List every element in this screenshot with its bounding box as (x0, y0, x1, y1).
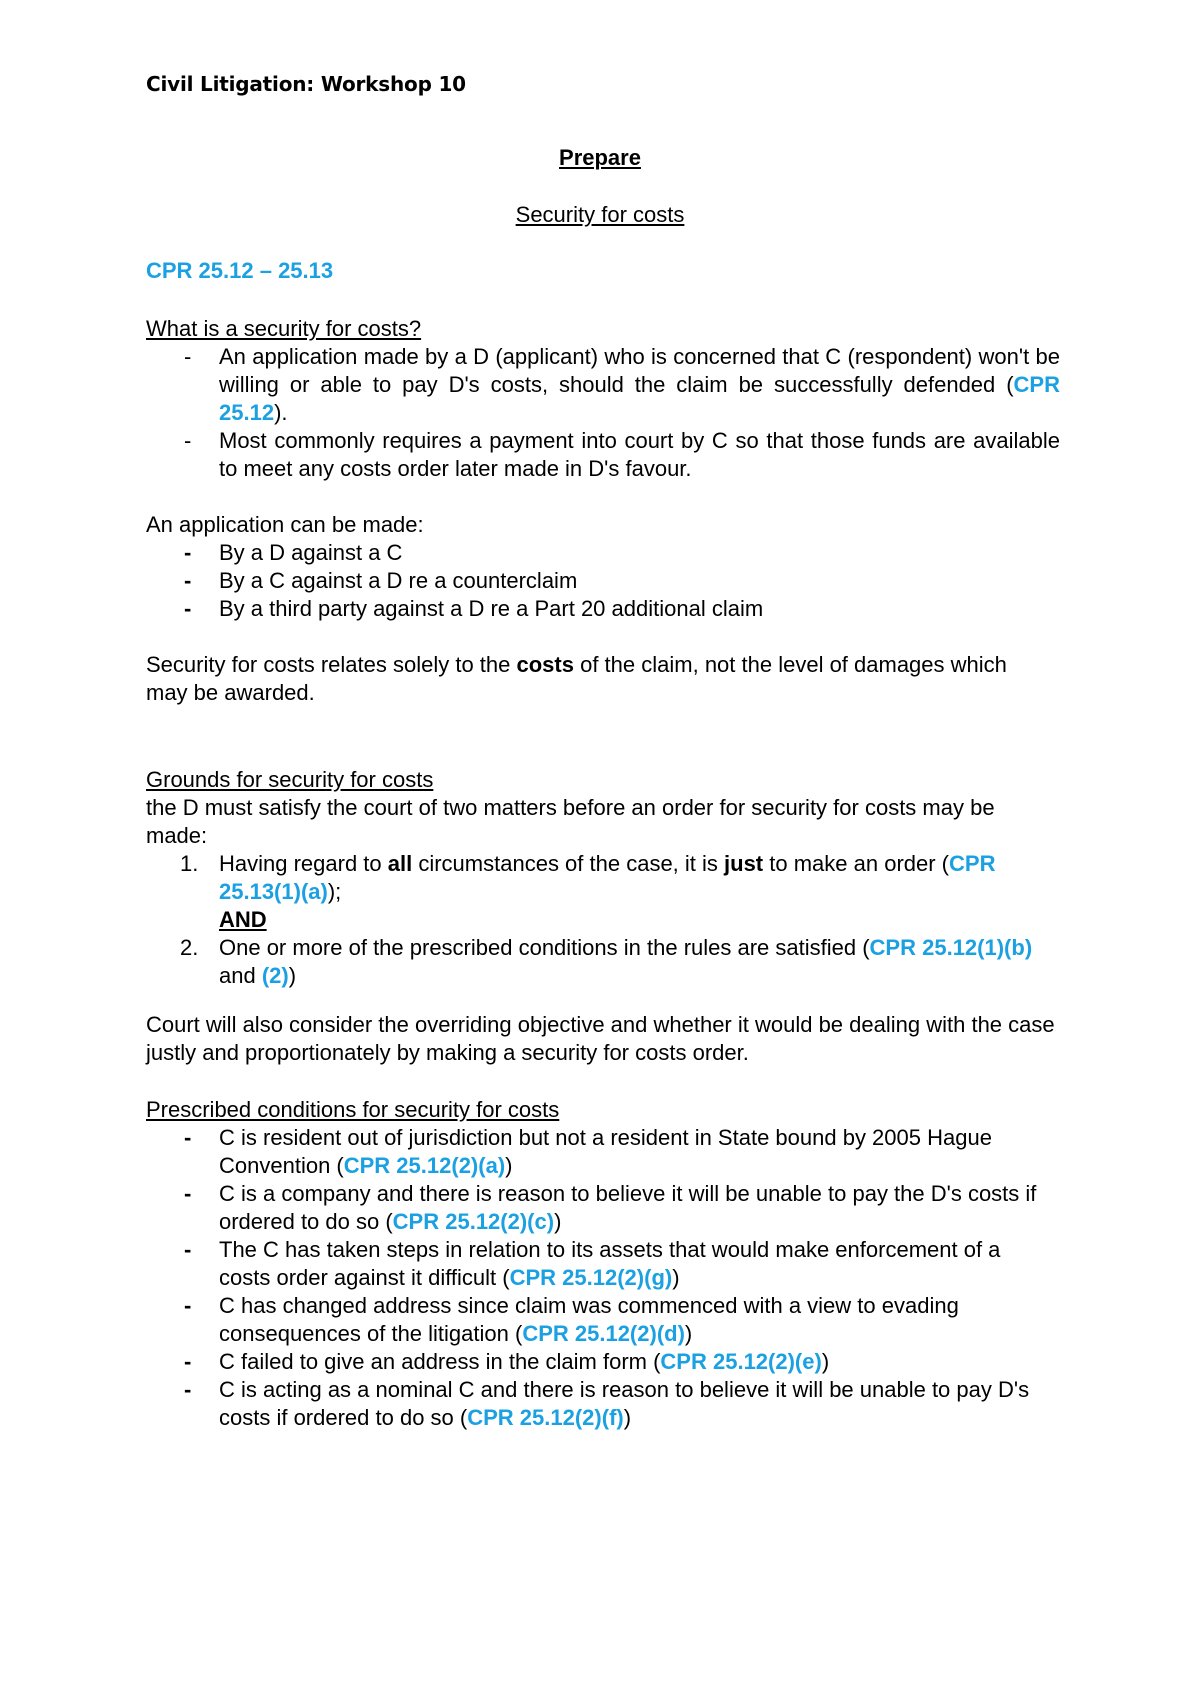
cpr-reference: CPR 25.12(2)(e) (660, 1349, 822, 1374)
number-marker: 2. (180, 935, 199, 960)
paragraph-text: Security for costs relates solely to the (146, 652, 517, 677)
conditions-list (146, 1124, 1046, 1432)
list-item (146, 1292, 1046, 1348)
item-text: One or more of the prescribed conditions in the rules are satisfied ( (219, 935, 870, 960)
costs-note-paragraph (146, 651, 1046, 707)
definition-list (146, 343, 1060, 483)
section-what-is-security (146, 315, 1060, 483)
item-text: Having regard to (219, 851, 388, 876)
list-item (146, 539, 1060, 567)
cpr-reference: CPR 25.12(2)(a) (343, 1153, 506, 1178)
item-text: By a third party against a D re a Part 20 additional claim (219, 596, 764, 621)
number-marker: 1. (180, 851, 199, 876)
cpr-reference-heading: CPR 25.12 – 25.13 (146, 258, 334, 283)
dash-marker: - (184, 1125, 192, 1150)
item-text: ) (684, 1321, 693, 1346)
item-text: ) (288, 963, 297, 988)
item-text: ) (623, 1405, 632, 1430)
heading-prepare: Prepare (559, 145, 641, 170)
dash-marker: - (184, 596, 192, 621)
item-text: and (219, 963, 262, 988)
section-title: Prescribed conditions for security for costs (146, 1097, 560, 1122)
numbered-item (146, 934, 1056, 990)
item-text: By a C against a D re a counterclaim (219, 568, 578, 593)
cpr-reference: CPR 25.12(2)(c) (392, 1209, 555, 1234)
item-text: C failed to give an address in the claim form ( (219, 1349, 661, 1374)
cpr-reference: CPR 25.12(2)(f) (467, 1405, 624, 1430)
item-text: By a D against a C (219, 540, 403, 565)
item-text: Most commonly requires a payment into court by C so that those funds are available to meet any costs order later made in D's favour. (219, 428, 1060, 481)
list-item (146, 1236, 1046, 1292)
section-grounds (146, 766, 1056, 990)
item-text: ) (821, 1349, 830, 1374)
item-text: C is a company and there is reason to believe it will be unable to pay the D's costs if ordered to do so ( (219, 1181, 1037, 1234)
paragraph-text: of the claim, not the level of damages which may be awarded. (146, 652, 1007, 705)
emphasis-just: just (724, 851, 764, 876)
item-text: ). (274, 400, 288, 425)
item-text: ) (505, 1153, 513, 1178)
section-intro: the D must satisfy the court of two matters before an order for security for costs may be made: (146, 795, 995, 848)
numbered-item (146, 850, 1056, 934)
dash-marker: - (184, 1349, 192, 1374)
dash-marker: - (184, 1293, 192, 1318)
cpr-reference: CPR 25.12(2)(d) (522, 1321, 685, 1346)
item-text: ); (327, 879, 342, 904)
item-text: circumstances of the case, it is (412, 851, 725, 876)
list-item (146, 595, 1060, 623)
item-text: ) (672, 1265, 680, 1290)
item-text: The C has taken steps in relation to its assets that would make enforcement of a costs order against it difficult ( (219, 1237, 1001, 1290)
cpr-reference: CPR 25.12 (219, 372, 1060, 425)
dash-marker: - (184, 568, 192, 593)
dash-marker: - (184, 428, 192, 453)
list-item (146, 1348, 1046, 1376)
subheading-security-for-costs: Security for costs (515, 202, 685, 227)
section-intro: An application can be made: (146, 512, 424, 537)
list-item (146, 1180, 1046, 1236)
item-text: ) (554, 1209, 562, 1234)
cpr-reference: (2) (261, 963, 289, 988)
section-application-can-be-made (146, 511, 1060, 623)
dash-marker: - (184, 1377, 192, 1402)
cpr-reference: CPR 25.13(1)(a) (219, 851, 996, 904)
section-title: Grounds for security for costs (146, 767, 434, 792)
dash-marker: - (184, 540, 192, 565)
dash-marker: - (184, 1181, 192, 1206)
cpr-reference: CPR 25.12(1)(b) (869, 935, 1033, 960)
emphasis-all: all (387, 851, 413, 876)
list-item (146, 427, 1060, 483)
list-item (146, 567, 1060, 595)
dash-marker: - (184, 1237, 192, 1262)
section-prescribed-conditions (146, 1096, 1046, 1432)
item-text: C has changed address since claim was commenced with a view to evading consequences of the litigation ( (219, 1293, 959, 1346)
list-item (146, 343, 1060, 427)
item-text: C is acting as a nominal C and there is reason to believe it will be unable to pay D's costs if ordered to do so ( (219, 1377, 1030, 1430)
item-text: An application made by a D (applicant) who is concerned that C (respondent) won't be willing or able to pay D's costs, should the claim be successfully defended ( (219, 344, 1060, 397)
and-connector: AND (219, 907, 267, 932)
item-text: C is resident out of jurisdiction but not a resident in State bound by 2005 Hague Convention ( (219, 1125, 992, 1178)
list-item (146, 1376, 1046, 1432)
document-title: Civil Litigation: Workshop 10 (146, 72, 466, 96)
overriding-objective-paragraph: Court will also consider the overriding objective and whether it would be dealing with the case justly and proportionately by making a security for costs order. (146, 1012, 1055, 1065)
dash-marker: - (184, 344, 192, 369)
item-text: to make an order ( (763, 851, 950, 876)
applicant-list (146, 539, 1060, 623)
section-title: What is a security for costs? (146, 316, 422, 341)
cpr-reference: CPR 25.12(2)(g) (509, 1265, 673, 1290)
emphasis-costs: costs (516, 652, 574, 677)
list-item (146, 1124, 1046, 1180)
grounds-list (146, 850, 1056, 990)
